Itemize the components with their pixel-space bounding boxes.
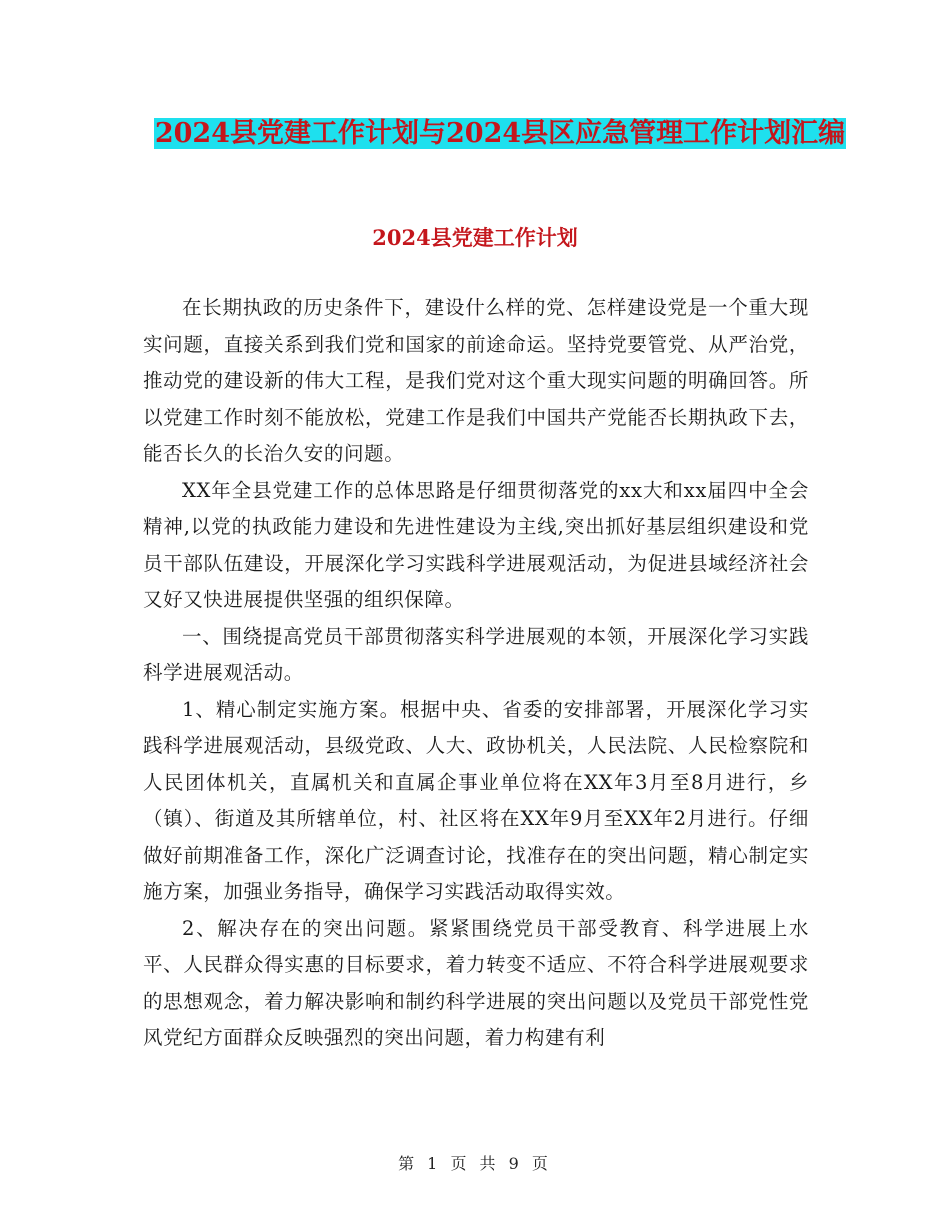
paragraph-item-2: 2、解决存在的突出问题。紧紧围绕党员干部受教育、科学进展上水平、人民群众得实惠的目标要求，着力转变不适应、不符合科学进展观要求的思想观念，着力解决影响和制约科学进展的突出问题以及党员干部党性党风党纪方面群众反映强烈的突出问题，着力构建有利 <box>143 916 809 1049</box>
main-title-text: 2024县党建工作计划与2024县区应急管理工作计划汇编 <box>154 118 846 149</box>
paragraph-overall-plan: XX年全县党建工作的总体思路是仔细贯彻落党的xx大和xx届四中全会精神,以党的执政能力建设和先进性建设为主线,突出抓好基层组织建设和党员干部队伍建设，开展深化学习实践科学进展观活动，为促进县域经济社会又好又快进展提供坚强的组织保障。 <box>143 478 809 611</box>
document-body <box>143 290 809 1057</box>
paragraph-section-one: 一、围绕提高党员干部贯彻落实科学进展观的本领，开展深化学习实践科学进展观活动。 <box>143 624 809 684</box>
paragraph-intro: 在长期执政的历史条件下，建设什么样的党、怎样建设党是一个重大现实问题，直接关系到我们党和国家的前途命运。坚持党要管党、从严治党，推动党的建设新的伟大工程，是我们党对这个重大现实问题的明确回答。所以党建工作时刻不能放松，党建工作是我们中国共产党能否长期执政下去，能否长久的长治久安的问题。 <box>143 296 809 465</box>
paragraph-item-1: 1、精心制定实施方案。根据中央、省委的安排部署，开展深化学习实践科学进展观活动，县级党政、人大、政协机关，人民法院、人民检察院和人民团体机关，直属机关和直属企事业单位将在XX年3月至8月进行，乡（镇）、街道及其所辖单位，村、社区将在XX年9月至XX年2月进行。仔细做好前期准备工作，深化广泛调查讨论，找准存在的突出问题，精心制定实施方案，加强业务指导，确保学习实践活动取得实效。 <box>143 697 809 903</box>
section-title: 2024县党建工作计划 <box>372 225 578 250</box>
page-number-footer: 第 1 页 共 9 页 <box>398 1154 552 1173</box>
document-main-title <box>140 112 860 156</box>
